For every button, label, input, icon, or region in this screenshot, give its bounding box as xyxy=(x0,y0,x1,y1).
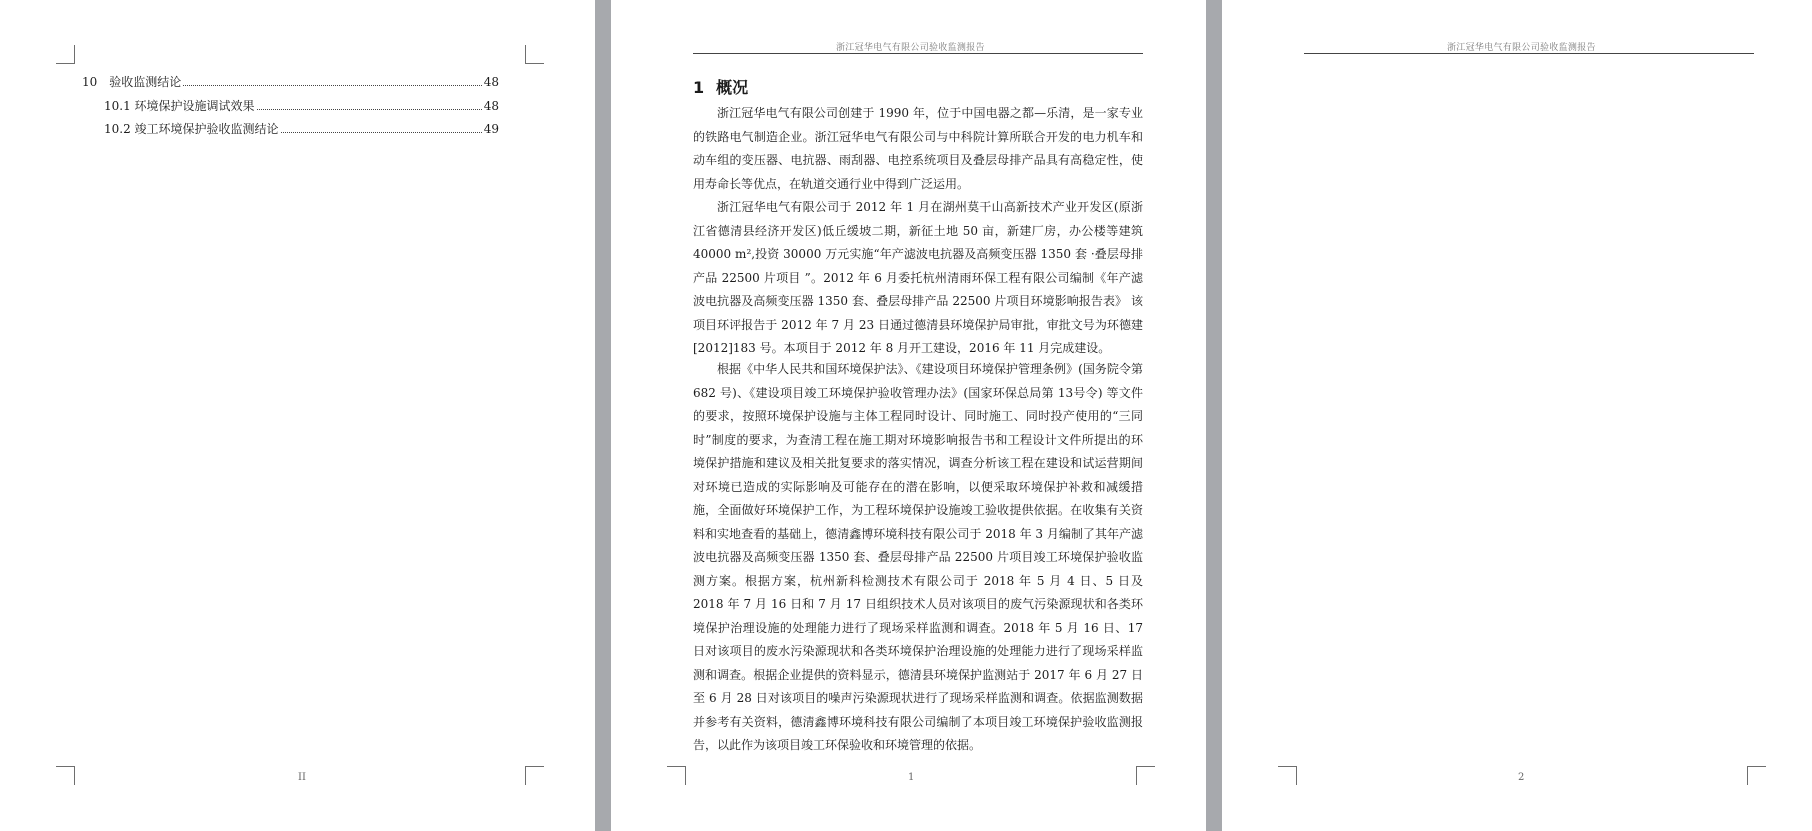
crop-mark xyxy=(1136,766,1155,785)
header-rule xyxy=(1304,53,1754,54)
section-heading xyxy=(693,75,748,98)
crop-mark xyxy=(525,766,544,785)
toc-entry-page: 48 xyxy=(483,75,499,89)
toc-entry[interactable] xyxy=(104,120,499,137)
page-gutter xyxy=(595,0,611,831)
toc-entry[interactable] xyxy=(104,97,499,114)
page-two xyxy=(1222,0,1812,831)
toc-entry-page: 48 xyxy=(483,99,499,113)
crop-mark xyxy=(667,36,685,54)
page-number: 2 xyxy=(1518,772,1525,783)
page-number: II xyxy=(298,772,306,783)
page-number: 1 xyxy=(908,772,915,783)
running-header: 浙江冠华电气有限公司验收监测报告 xyxy=(1447,43,1596,53)
toc-entry-title: 10.1 环境保护设施调试效果 xyxy=(104,99,255,113)
section-title: 概况 xyxy=(716,78,749,97)
page-toc xyxy=(0,0,595,831)
running-header: 浙江冠华电气有限公司验收监测报告 xyxy=(836,43,985,53)
crop-mark xyxy=(1278,766,1297,785)
body-paragraph: 根据《中华人民共和国环境保护法》、《建设项目环境保护管理条例》(国务院令第 682 号)、《建设项目竣工环境保护验收管理办法》(国家环保总局第 13号令) 等文件的要求，按照环境保护设施与主体工程同时设计、同时施工、同时投产使用的“三同时”制度的要求，为查清工程在施工期对环境影响报告书和工程设计文件所提出的环境保护措施和建议及相关批复要求的落实情况，调查分析该工程在建设和试运营期间对环境已造成的实际影响及可能存在的潜在影响，以便采取环境保护补救和减缓措施，全面做好环境保护工作，为工程环境保护设施竣工验收提供依据。在收集有关资料和实地查看的基础上，德清鑫博环境科技有限公司于 2018 年 3 月编制了其年产滤波电抗器及高频变压器 1350 套、叠层母排产品 22500 片项目竣工环境保护验收监测方案。根据方案，杭州新科检测技术有限公司于 2018 年 5 月 4 日、5 日及 2018 年 7 月 16 日和 7 月 17 日组织技术人员对该项目的废气污染源现状和各类环境保护治理设施的处理能力进行了现场采样监测和调查。2018 年 5 月 16 日、17 日对该项目的废水污染源现状和各类环境保护治理设施的处理能力进行了现场采样监测和调查。根据企业提供的资料显示，德清县环境保护监测站于 2017 年 6 月 27 日至 6 月 28 日对该项目的噪声污染源现状进行了现场采样监测和调查。依据监测数据并参考有关资料，德清鑫博环境科技有限公司编制了本项目竣工环境保护验收监测报告，以此作为该项目竣工环保验收和环境管理的依据。 xyxy=(693,362,1143,752)
section-number: 1 xyxy=(693,78,705,97)
toc-entry-title: 10.2 竣工环境保护验收监测结论 xyxy=(104,122,279,136)
crop-mark xyxy=(56,45,75,64)
page-overview xyxy=(611,0,1206,831)
toc-leader xyxy=(183,84,481,86)
body-paragraph: 浙江冠华电气有限公司创建于 1990 年，位于中国电器之都—乐清，是一家专业的铁路电气制造企业。浙江冠华电气有限公司与中科院计算所联合开发的电力机车和动车组的变压器、电抗器、雨刮器、电控系统项目及叠层母排产品具有高稳定性，使用寿命长等优点，在轨道交通行业中得到广泛运用。 xyxy=(693,106,1143,191)
toc-leader xyxy=(257,108,482,110)
page-gutter xyxy=(1206,0,1222,831)
toc-entry-title: 验收监测结论 xyxy=(109,75,182,89)
toc-entry-number: 10 xyxy=(82,75,98,89)
toc-entry[interactable] xyxy=(82,73,499,90)
header-rule xyxy=(693,53,1143,54)
crop-mark xyxy=(56,766,75,785)
crop-mark xyxy=(1747,766,1766,785)
body-paragraph: 浙江冠华电气有限公司于 2012 年 1 月在湖州莫干山高新技术产业开发区(原浙江省德清县经济开发区)低丘缓坡二期，新征土地 50 亩，新建厂房，办公楼等建筑 40000 m²,投资 30000 万元实施“年产滤波电抗器及高频变压器 1350 套 ·叠层母排产品 22500 片项目 ”。2012 年 6 月委托杭州清雨环保工程有限公司编制《年产滤波电抗器及高频变压器 1350 套、叠层母排产品 22500 片项目环境影响报告表》 该项目环评报告于 2012 年 7 月 23 日通过德清县环境保护局审批，审批文号为环德建[2012]183 号。本项目于 2012 年 8 月开工建设，2016 年 11 月完成建设。 xyxy=(693,200,1143,355)
crop-mark xyxy=(667,766,686,785)
toc-entry-page: 49 xyxy=(483,122,499,136)
crop-mark xyxy=(525,45,544,64)
toc-leader xyxy=(281,131,482,133)
